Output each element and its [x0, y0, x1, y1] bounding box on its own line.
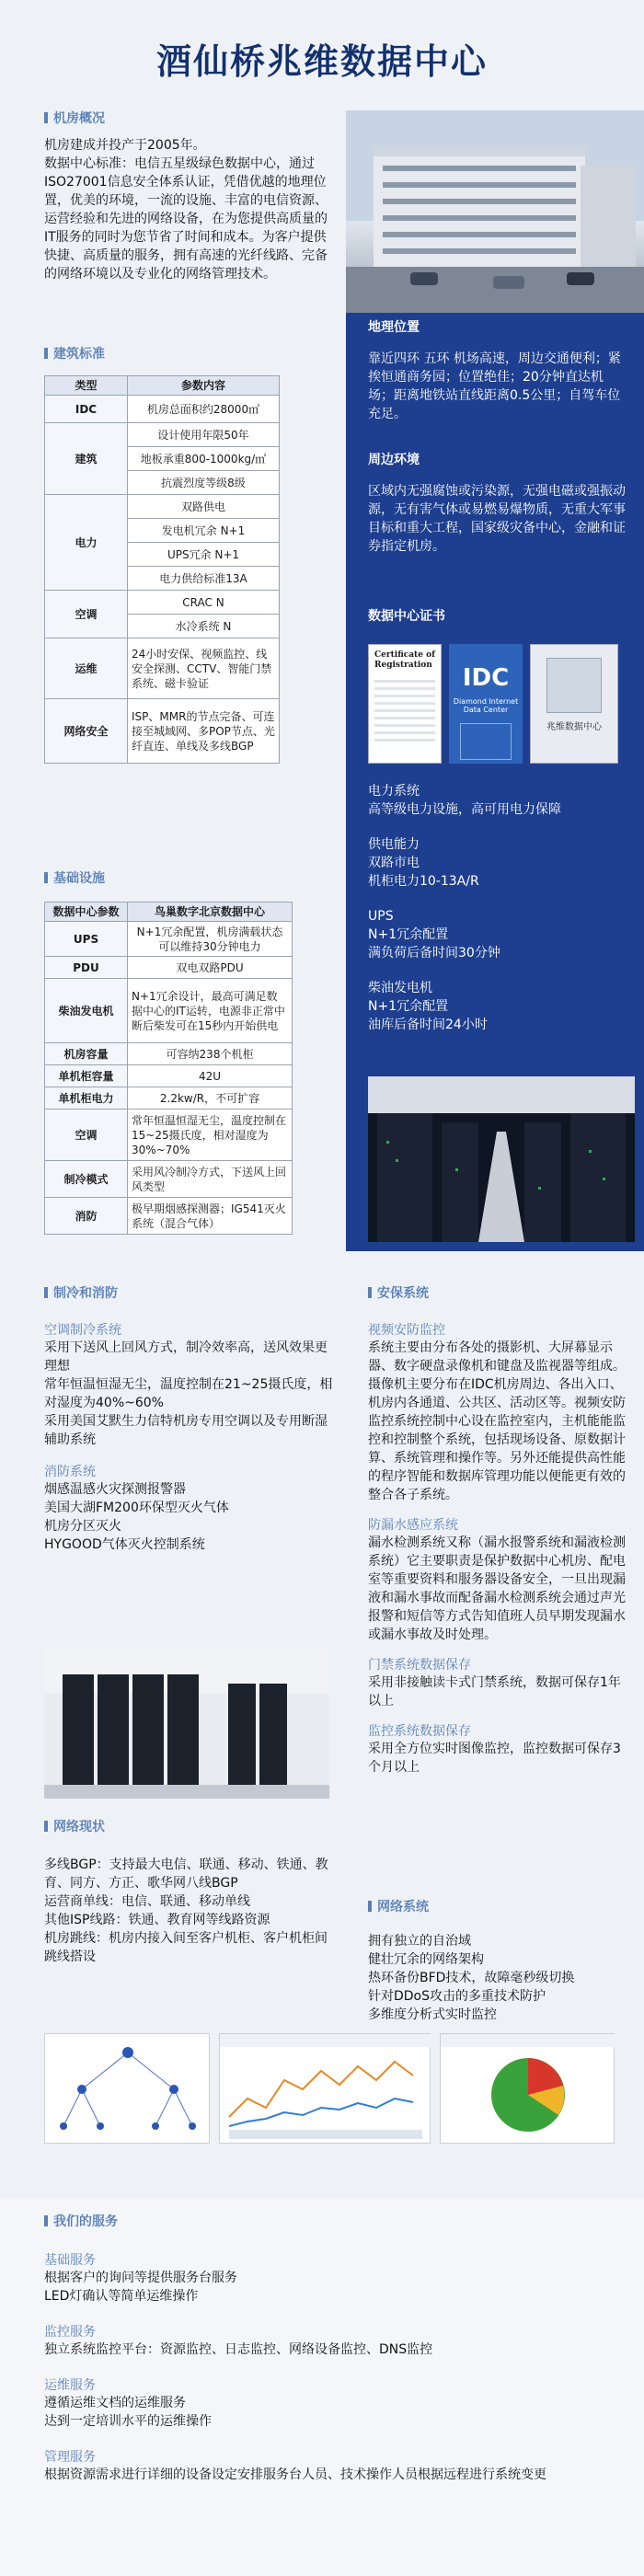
- table-cell: 双电双路PDU: [128, 957, 293, 979]
- certificate-2-title: IDC: [462, 664, 510, 692]
- ops-service-line-1: 遵循运维文档的运维服务: [44, 2396, 186, 2410]
- monitor-service-line-1: 独立系统监控平台：资源监控、日志监控、网络设备监控、DNS监控: [44, 2342, 433, 2357]
- monitor-service-heading: 监控服务: [44, 2325, 96, 2340]
- ops-service-heading: 运维服务: [44, 2378, 96, 2393]
- surroundings-text: 区域内无强腐蚀或污染源，无强电磁或强振动源，无有害气体或易燃易爆物质，无重大军事目标和重大工程，国家级灾备中心，金融和证券指定机房。: [368, 484, 626, 554]
- table-cell: 设计使用年限50年: [128, 423, 280, 447]
- power-system-l8: 柴油发电机: [368, 981, 432, 995]
- table-header: 参数内容: [128, 376, 280, 396]
- fire-line-1: 烟感温感火灾探测报警器: [44, 1482, 186, 1497]
- table-cell: 水冷系统 N: [128, 615, 280, 638]
- table-category: 机房容量: [45, 1043, 128, 1065]
- table-cell: 42U: [128, 1065, 293, 1087]
- server-room-photo: [368, 1076, 635, 1242]
- net-system-line-3: 热环备份BFD技术，故障毫秒级切换: [368, 1971, 575, 1985]
- certificate-1-title: Certificate of Registration: [374, 650, 435, 670]
- net-system-line-5: 多维度分析式实时监控: [368, 2007, 497, 2022]
- power-system-l3: 双路市电: [368, 856, 420, 870]
- build-std-heading: 建筑标准: [44, 344, 339, 362]
- table-cell: 2.2kw/R，不可扩容: [128, 1087, 293, 1110]
- fire-line-4: HYGOOD气体灭火控制系统: [44, 1537, 205, 1552]
- network-line-4: 机房跳线：机房内接入间至客户机柜、客户机柜间跳线搭设: [44, 1931, 328, 1964]
- rack-photo: [44, 1647, 329, 1799]
- table-cell: 双路供电: [128, 495, 280, 519]
- table-cell: N+1冗余设计，最高可满足数据中心的IT运转，电源非正常中断后柴发可在15秒内开始供电: [128, 979, 293, 1043]
- certificate-3-title: 兆维数据中心: [546, 722, 602, 732]
- table-category: 建筑: [45, 423, 128, 495]
- ac-line-2: 常年恒温恒湿无尘，温度控制在21~25摄氏度，相对湿度为40%~60%: [44, 1377, 333, 1410]
- table-header: 鸟巢数字北京数据中心: [128, 903, 293, 922]
- certificates-heading: 数据中心证书: [368, 609, 445, 624]
- basic-service-line-1: 根据客户的询问等提供服务台服务: [44, 2271, 237, 2285]
- topology-screenshot: [44, 2033, 210, 2144]
- table-category: 空调: [45, 1110, 128, 1161]
- table-cell: 可容纳238个机柜: [128, 1043, 293, 1065]
- ac-line-1: 采用下送风上回风方式，制冷效率高，送风效果更理想: [44, 1340, 328, 1374]
- power-system-l9: N+1冗余配置: [368, 999, 449, 1014]
- table-category: 空调: [45, 591, 128, 638]
- ac-line-3: 采用美国艾默生力信特机房专用空调以及专用断湿辅助系统: [44, 1414, 328, 1447]
- building-photo: [346, 110, 644, 313]
- certificate-2-sub: Diamond Internet Data Center: [453, 697, 519, 714]
- certificate-3: [530, 644, 618, 764]
- table-cell: 极早期烟感探测器；IG541灭火系统（混合气体）: [128, 1198, 293, 1235]
- pie-screenshot: [440, 2033, 615, 2144]
- mgmt-service-heading: 管理服务: [44, 2450, 96, 2465]
- power-system-l4: 机柜电力10-13A/R: [368, 874, 479, 889]
- table-header: 类型: [45, 376, 128, 396]
- table-cell: 发电机冗余 N+1: [128, 519, 280, 543]
- table-cell: 抗震烈度等级8级: [128, 471, 280, 495]
- leak-subheading: 防漏水感应系统: [368, 1518, 458, 1533]
- table-category: UPS: [45, 922, 128, 957]
- ops-service-line-2: 达到一定培训水平的运维操作: [44, 2414, 212, 2429]
- location-text: 靠近四环 五环 机场高速，周边交通便利；紧挨恒通商务园；位置绝佳；20分钟直达机场；距离地铁站直线距离0.5公里；自驾车位充足。: [368, 351, 621, 421]
- table-cell: 常年恒温恒湿无尘，温度控制在15~25摄氏度，相对湿度为30%~70%: [128, 1110, 293, 1161]
- build-std-table: [44, 375, 280, 764]
- table-category: 网络安全: [45, 699, 128, 764]
- power-system-l2: 供电能力: [368, 837, 420, 852]
- video-subheading: 视频安防监控: [368, 1323, 445, 1338]
- network-heading: 网络现状: [44, 1817, 339, 1835]
- monitor-subheading: 监控系统数据保存: [368, 1724, 471, 1739]
- table-cell: ISP、MMR的节点完备、可连接至城域网、多POP节点、光纤直连、单线及多线BGP: [128, 699, 280, 764]
- network-line-2: 运营商单线：电信、联通、移动单线: [44, 1894, 250, 1909]
- net-system-heading: 网络系统: [368, 1897, 626, 1915]
- monitoring-screenshots: [44, 2033, 615, 2144]
- power-system-l5: UPS: [368, 909, 394, 924]
- building-illustration: [346, 110, 644, 313]
- table-cell: 地板承重800-1000kg/㎡: [128, 447, 280, 471]
- table-category: 柴油发电机: [45, 979, 128, 1043]
- certificate-2: [449, 644, 523, 764]
- power-system-heading: 电力系统: [368, 784, 420, 799]
- basic-service-heading: 基础服务: [44, 2253, 96, 2268]
- power-system-l6: N+1冗余配置: [368, 927, 449, 942]
- table-cell: 机房总面积约28000㎡: [128, 396, 280, 423]
- video-text: 系统主要由分布各处的摄影机、大屏幕显示器、数字硬盘录像机和键盘及监视器等组成。摄像机主要分布在IDC机房周边、各出入口、机房内各通道、公共区、活动区等。视频安防监控系统控制中心设在监控室内，主机能能监控和控制整个系统，包括现场设备、原数据计算、系统管理和操作等。另外还能提供高性能的程序智能和数据库管理功能以便能更有效的整合各子系统。: [368, 1340, 626, 1502]
- infra-heading: 基础设施: [44, 868, 339, 887]
- network-line-3: 其他ISP线路：铁通、教育网等线路资源: [44, 1913, 270, 1927]
- table-cell: N+1冗余配置，机房满载状态可以维持30分钟电力: [128, 922, 293, 957]
- basic-service-line-2: LED灯确认等简单运维操作: [44, 2289, 199, 2304]
- table-category: IDC: [45, 396, 128, 423]
- door-subheading: 门禁系统数据保存: [368, 1658, 471, 1673]
- table-cell: UPS冗余 N+1: [128, 543, 280, 567]
- power-system-l10: 油库后备时间24小时: [368, 1018, 488, 1032]
- certificate-1: [368, 644, 442, 764]
- location-heading: 地理位置: [368, 320, 420, 335]
- table-category: 单机柜电力: [45, 1087, 128, 1110]
- surroundings-heading: 周边环境: [368, 453, 420, 467]
- table-category: 运维: [45, 638, 128, 699]
- table-header: 数据中心参数: [45, 903, 128, 922]
- table-category: 制冷模式: [45, 1161, 128, 1198]
- security-heading: 安保系统: [368, 1283, 626, 1302]
- table-cell: CRAC N: [128, 591, 280, 615]
- traffic-screenshot: [219, 2033, 431, 2144]
- power-system-l7: 满负荷后备时间30分钟: [368, 946, 500, 960]
- ac-subheading: 空调制冷系统: [44, 1323, 121, 1338]
- monitor-text: 采用全方位实时图像监控，监控数据可保存3个月以上: [368, 1742, 621, 1775]
- net-system-line-4: 针对DDoS攻击的多重技术防护: [368, 1989, 546, 2004]
- door-text: 采用非接触读卡式门禁系统，数据可保存1年以上: [368, 1675, 621, 1708]
- power-system-l1: 高等级电力设施，高可用电力保障: [368, 802, 561, 817]
- cooling-fire-heading: 制冷和消防: [44, 1283, 339, 1302]
- leak-text: 漏水检测系统又称（漏水报警系统和漏液检测系统）它主要职责是保护数据中心机房、配电室等重要资料和服务器设备安全，一旦出现漏液和漏水事故而配备漏水检测系统会通过声光报警和短信等方式告知值班人员早期发现漏水或漏水事故及时处理。: [368, 1535, 626, 1642]
- fire-subheading: 消防系统: [44, 1465, 96, 1479]
- infra-table: [44, 902, 293, 1235]
- net-system-line-1: 拥有独立的自治域: [368, 1934, 471, 1949]
- table-category: 消防: [45, 1198, 128, 1235]
- fire-line-2: 美国大湖FM200环保型灭火气体: [44, 1501, 229, 1515]
- mgmt-service-line-1: 根据资源需求进行详细的设备设定安排服务台人员、技术操作人员根据远程进行系统变更: [44, 2467, 546, 2482]
- fire-line-3: 机房分区灭火: [44, 1519, 121, 1534]
- page-title: 酒仙桥兆维数据中心: [155, 41, 488, 82]
- network-line-1: 多线BGP：支持最大电信、联通、移动、铁通、教育、同方、方正、歌华网八线BGP: [44, 1857, 328, 1891]
- overview-text: 机房建成并投产于2005年。 数据中心标准：电信五星级绿色数据中心，通过ISO27001信息安全体系认证，凭借优越的地理位置，优美的环境，一流的设施、丰富的电信资源、运营经验和先进的网络设备，在为您提供高质量的IT服务的同时为您节省了时间和成本。为客户提供快捷、高质量的服务，拥有高速的光纤线路、完备的网络环境以及专业化的网络管理技术。: [44, 138, 328, 282]
- table-category: PDU: [45, 957, 128, 979]
- table-cell: 采用风冷制冷方式，下送风上回风类型: [128, 1161, 293, 1198]
- services-heading: 我们的服务: [44, 2212, 615, 2230]
- table-category: 单机柜容量: [45, 1065, 128, 1087]
- overview-heading: 机房概况: [44, 109, 339, 127]
- net-system-line-2: 健壮冗余的网络架构: [368, 1952, 484, 1967]
- table-category: 电力: [45, 495, 128, 591]
- table-cell: 24小时安保、视频监控、线安全探测、CCTV、智能门禁系统、磁卡验证: [128, 638, 280, 699]
- table-cell: 电力供给标准13A: [128, 567, 280, 591]
